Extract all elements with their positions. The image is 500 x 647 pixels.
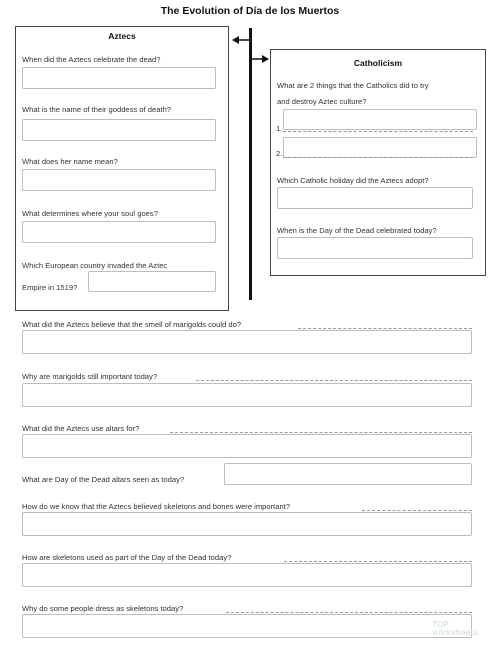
aztecs-q1-label: When did the Aztecs celebrate the dead? [22, 55, 161, 64]
aztecs-q2-label: What is the name of their goddess of death? [22, 105, 172, 114]
aztecs-q4-label: What determines where your soul goes? [22, 209, 158, 218]
page-title: The Evolution of Día de los Muertos [160, 5, 340, 17]
logo-line1: TOP [432, 620, 449, 629]
bottom-q3-input[interactable] [22, 434, 472, 458]
aztecs-q3-label: What does her name mean? [22, 157, 118, 166]
catholicism-q3-label: When is the Day of the Dead celebrated today? [277, 226, 437, 235]
catholicism-item-2-number: 2. [276, 149, 283, 158]
answer1-underline [283, 131, 473, 132]
bottom-q2-label: Why are marigolds still important today? [22, 372, 158, 381]
catholicism-item-1-number: 1. [276, 124, 283, 133]
topworksheets-logo [433, 621, 478, 637]
aztecs-q5-label-line2: Empire in 1519? [22, 283, 78, 292]
aztecs-q2-input[interactable] [22, 119, 216, 141]
bottom-q6-input[interactable] [22, 563, 472, 587]
timeline-line [249, 28, 252, 300]
bottom-q2-underline [196, 380, 472, 381]
aztecs-q1-input[interactable] [22, 67, 216, 89]
aztecs-q4-input[interactable] [22, 221, 216, 243]
bottom-q6-label: How are skeletons used as part of the Day of the Dead today? [22, 553, 232, 562]
left-arrow-icon [232, 35, 250, 45]
bottom-q1-input[interactable] [22, 330, 472, 354]
catholicism-box [270, 49, 486, 276]
aztecs-heading: Aztecs [108, 31, 136, 41]
catholicism-q2-input[interactable] [277, 187, 473, 209]
bottom-q1-underline [298, 328, 472, 329]
catholicism-heading: Catholicism [353, 58, 403, 68]
bottom-q2-input[interactable] [22, 383, 472, 407]
bottom-q4-label: What are Day of the Dead altars seen as today? [22, 475, 185, 484]
bottom-q7-input[interactable] [22, 614, 472, 638]
aztecs-q3-input[interactable] [22, 169, 216, 191]
answer2-underline [283, 157, 473, 158]
catholicism-q1-label-line1: What are 2 things that the Catholics did to try [277, 81, 429, 90]
aztecs-q5-input[interactable] [88, 271, 216, 292]
logo-line2: worksheets [432, 628, 478, 637]
catholicism-q1-label-line2: and destroy Aztec culture? [277, 97, 367, 106]
right-arrow-icon [252, 54, 270, 64]
bottom-q6-underline [284, 561, 472, 562]
bottom-q5-input[interactable] [22, 512, 472, 536]
bottom-q7-underline [226, 612, 472, 613]
bottom-q3-label: What did the Aztecs use altars for? [22, 424, 140, 433]
bottom-q1-label: What did the Aztecs believe that the smell of marigolds could do? [22, 320, 242, 329]
bottom-q4-input[interactable] [224, 463, 472, 485]
aztecs-q5-label-line1: Which European country invaded the Aztec [22, 261, 168, 270]
bottom-q3-underline [170, 432, 472, 433]
bottom-q5-label: How do we know that the Aztecs believed skeletons and bones were important? [22, 502, 291, 511]
catholicism-q2-label: Which Catholic holiday did the Aztecs adopt? [277, 176, 429, 185]
bottom-q5-underline [362, 510, 472, 511]
catholicism-q1-answer2-input[interactable] [283, 137, 477, 158]
aztecs-box [15, 26, 229, 311]
bottom-q7-label: Why do some people dress as skeletons today? [22, 604, 184, 613]
catholicism-q1-answer1-input[interactable] [283, 109, 477, 130]
catholicism-q3-input[interactable] [277, 237, 473, 259]
